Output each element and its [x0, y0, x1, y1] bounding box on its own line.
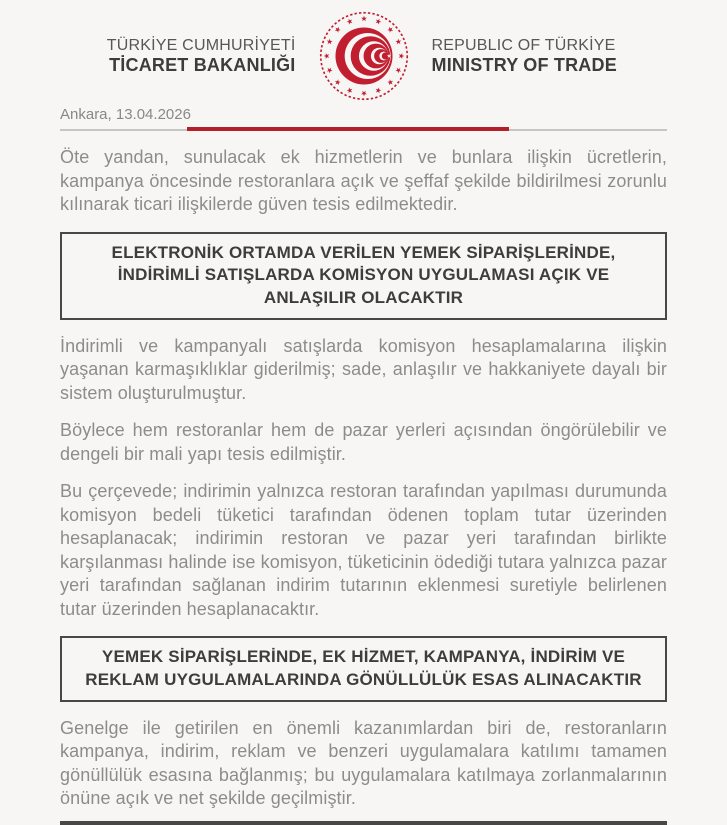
dateline: Ankara, 13.04.2026	[60, 106, 191, 123]
ministry-of-trade-en-label: MINISTRY OF TRADE	[431, 54, 617, 75]
body-paragraph-2: İndirimli ve kampanyalı satışlarda komisyon hesaplamalarına ilişkin yaşanan karmaşıklıklar giderilmiş; sade, anlaşılır ve hakkaniyete dayalı bir sistem oluşturulmuştur.	[60, 335, 667, 403]
body-paragraph-1: Öte yandan, sunulacak ek hizmetlerin ve bunlara ilişkin ücretlerin, kampanya öncesinde restoranlara açık ve şeffaf şekilde bildirilmesi zorunlu kılınarak ticari ilişkilerde güven tesis edilmektedir.	[60, 147, 667, 214]
republic-of-turkiye-en-label: REPUBLIC OF TÜRKİYE	[431, 36, 616, 54]
section-heading-1: ELEKTRONİK ORTAMDA VERİLEN YEMEK SİPARİŞLERİNDE, İNDİRİMLİ SATIŞLARDA KOMİSYON UYGULAMASI AÇIK VE ANLAŞILIR OLACAKTIR	[111, 242, 616, 308]
document-body	[60, 146, 667, 811]
body-paragraph-3: Böylece hem restoranlar hem de pazar yerleri açısından öngörülebilir ve dengeli bir mali yapı tesis edilmiştir.	[60, 420, 667, 464]
document-header	[60, 0, 667, 102]
body-paragraph-4: Bu çerçevede; indirimin yalnızca restoran tarafından yapılması durumunda komisyon bedeli tüketici tarafından ödenen toplam tutar üzerinden hesaplanacak; indirimin restoran ve pazar yeri tarafından birlikte karşılanması halinde ise komisyon, tüketicinin ödediği tutara yalnızca pazar yeri tarafından sağlanan indirim tutarının eklenmesi suretiyle belirlenen tutar üzerinden hesaplanacaktır.	[60, 481, 667, 619]
divider-red-accent	[187, 127, 509, 131]
header-divider	[60, 126, 667, 132]
ministry-name-english	[410, 37, 668, 76]
ministry-name-turkish	[60, 37, 318, 76]
section-heading-box-1	[60, 232, 667, 320]
section-heading-box-2	[60, 636, 667, 702]
ministry-of-trade-emblem-icon	[318, 10, 410, 102]
next-section-box-cutoff-edge	[60, 821, 667, 825]
section-heading-2: YEMEK SİPARİŞLERİNDE, EK HİZMET, KAMPANYA, İNDİRİM VE REKLAM UYGULAMALARINDA GÖNÜLLÜLÜK ESAS ALINACAKTIR	[85, 647, 642, 690]
republic-of-turkiye-tr-label: TÜRKİYE CUMHURİYETİ	[106, 36, 296, 54]
body-paragraph-5: Genelge ile getirilen en önemli kazanımlardan biri de, restoranların kampanya, indirim, reklam ve benzeri uygulamalara katılımı tamamen gönüllülük esasına bağlanmış; bu uygulamalara katılmaya zorlanmalarının önüne açık ve net şekilde geçilmiştir.	[60, 717, 667, 809]
ministry-of-trade-tr-label: TİCARET BAKANLIĞI	[109, 54, 296, 75]
